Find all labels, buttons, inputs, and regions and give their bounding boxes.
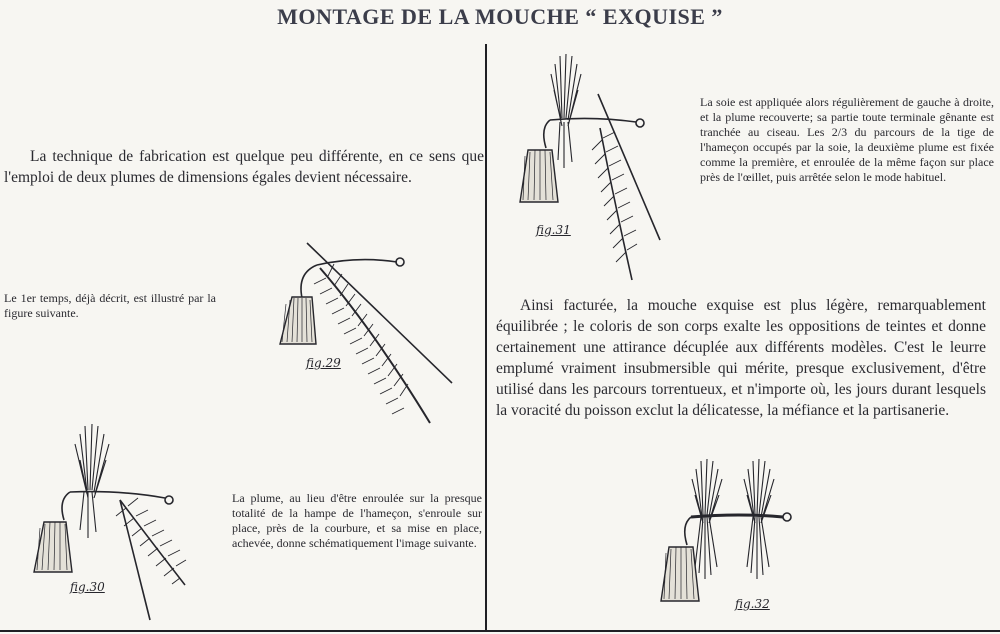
figure-29-label: fig.29 [306,356,341,370]
figure-31-label: fig.31 [536,223,571,237]
step2-caption: La plume, au lieu d'être enroulée sur la presque totalité de la hampe de l'hameçon, s'enroule sur place, près de la courbure, et sa mise en place, achevée, donne schématiquement l'image suivante. [232,491,482,550]
intro-paragraph: La technique de fabrication est quelque peu différente, en ce sens que l'emploi de deux plumes de dimensions égales devient nécessaire. [4,148,484,186]
fly-hook-illustration-32 [655,455,805,620]
figure-29 [272,238,462,428]
fly-hook-illustration-31 [518,50,668,285]
step1-caption: Le 1er temps, déjà décrit, est illustré par la figure suivante. [4,291,216,320]
step3-caption: La soie est appliquée alors régulièrement de gauche à droite, et la plume recouverte; sa partie toute terminale gênante est tranchée au ciseau. Les 2/3 du parcours de la tige de l'hameçon occupés par la soie, la deuxième plume est fixée comme la première, et enroulée de la même façon sur place près de l'œillet, puis arrêtée selon le mode habituel. [700,95,994,184]
bottom-rule [0,630,1000,632]
figure-32 [655,455,805,620]
fly-hook-illustration-30 [30,420,200,625]
conclusion-paragraph: Ainsi facturée, la mouche exquise est plus légère, remarquablement équilibrée ; le coloris de son corps exalte les oppositions de teintes et donne certainement une attirance décuplée aux différents modèles. C'est le leurre emplumé vraiment insubmersible qui mérite, presque exclusivement, d'être utilisé dans les parcours torrentueux, et n'importe où, les jours durant lesquels la voracité du poisson exclut la délicatesse, la méfiance et la partisanerie. [496,297,986,419]
figure-32-label: fig.32 [735,597,770,611]
figure-31 [518,50,668,285]
figure-30-label: fig.30 [70,580,105,594]
fly-hook-illustration-29 [272,238,462,428]
figure-30 [30,420,200,625]
column-divider [485,44,487,632]
page-title: MONTAGE DE LA MOUCHE “ EXQUISE ” [277,4,723,29]
